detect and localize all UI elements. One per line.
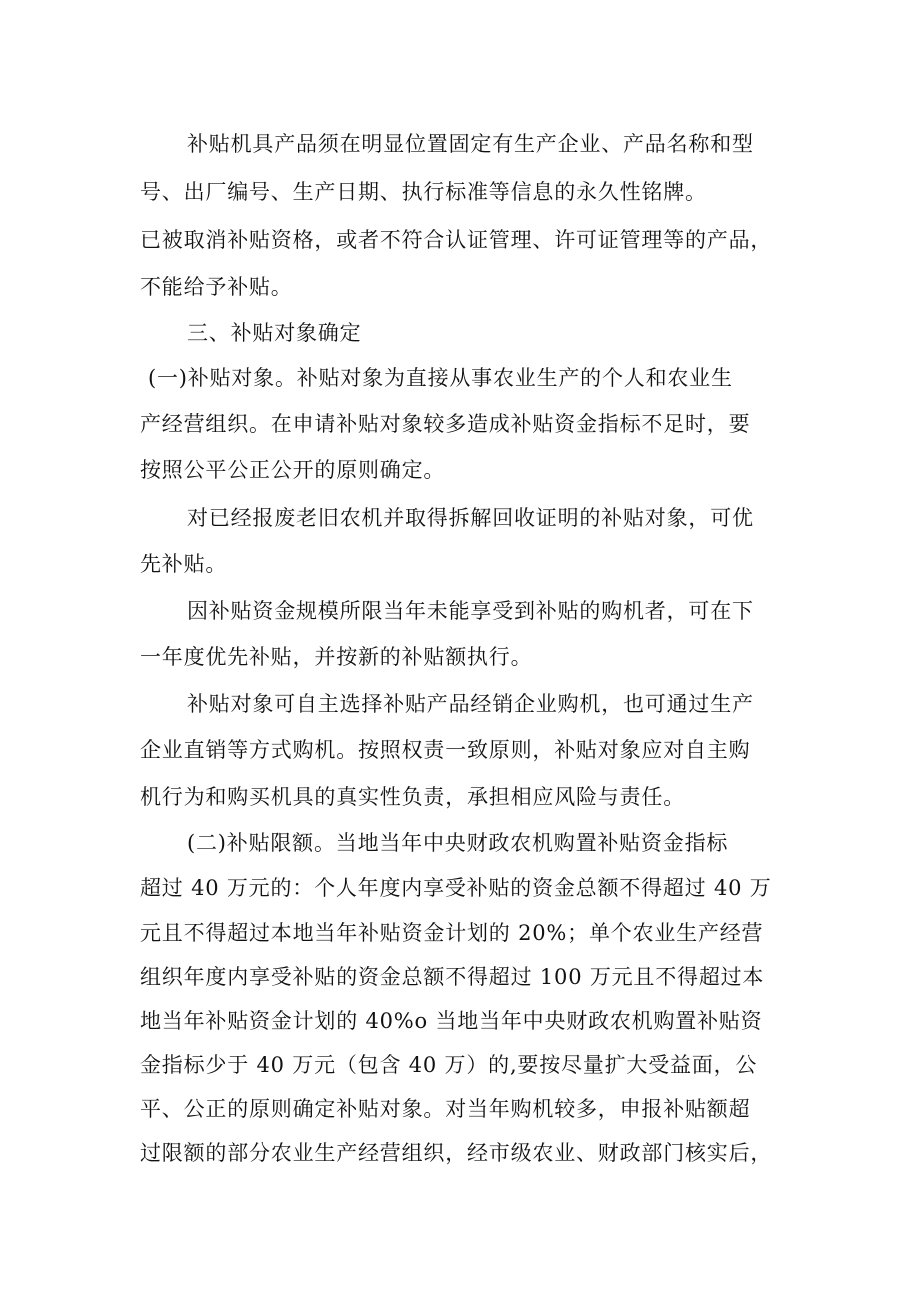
text-line: 已被取消补贴资格，或者不符合认证管理、许可证管理等的产品，: [140, 228, 773, 252]
text-line: 平、公正的原则确定补贴对象。对当年购机较多，申报补贴额超: [140, 1097, 751, 1121]
text-line: (一)补贴对象。补贴对象为直接从事农业生产的个人和农业生: [148, 366, 733, 390]
text-line: 按照公平公正公开的原则确定。: [140, 458, 446, 482]
text-line: 号、出厂编号、生产日期、执行标准等信息的永久性铭牌。: [140, 180, 707, 204]
text-line: 企业直销等方式购机。按照权责一致原则，补贴对象应对自主购: [140, 738, 751, 762]
text-line: 金指标少于 40 万元（包含 40 万）的,要按尽量扩大受益面，公: [140, 1053, 758, 1077]
text-line: 补贴机具产品须在明显位置固定有生产企业、产品名称和型: [187, 132, 754, 156]
text-line: 补贴对象可自主选择补贴产品经销企业购机，也可通过生产: [187, 692, 754, 716]
text-line: 组织年度内享受补贴的资金总额不得超过 100 万元且不得超过本: [140, 965, 765, 989]
text-line: 因补贴资金规模所限当年未能享受到补贴的购机者，可在下: [187, 599, 754, 623]
text-line: 先补贴。: [140, 552, 228, 576]
text-line: (二)补贴限额。当地当年中央财政农机购置补贴资金指标: [187, 831, 729, 855]
text-line: 产经营组织。在申请补贴对象较多造成补贴资金指标不足时，要: [140, 412, 751, 436]
text-line: 元且不得超过本地当年补贴资金计划的 20%；单个农业生产经营: [140, 921, 764, 945]
text-line: 不能给予补贴。: [140, 275, 293, 299]
text-line: 对已经报废老旧农机并取得拆解回收证明的补贴对象，可优: [187, 506, 754, 530]
section-heading: 三、补贴对象确定: [187, 321, 362, 345]
text-line: 机行为和购买机具的真实性负责，承担相应风险与责任。: [140, 785, 685, 809]
text-line: 地当年补贴资金计划的 40%o 当地当年中央财政农机购置补贴资: [140, 1009, 763, 1033]
text-line: 一年度优先补贴，并按新的补贴额执行。: [140, 645, 533, 669]
text-line: 超过 40 万元的：个人年度内享受补贴的资金总额不得超过 40 万: [140, 876, 772, 900]
text-line: 过限额的部分农业生产经营组织，经市级农业、财政部门核实后，: [140, 1141, 773, 1165]
